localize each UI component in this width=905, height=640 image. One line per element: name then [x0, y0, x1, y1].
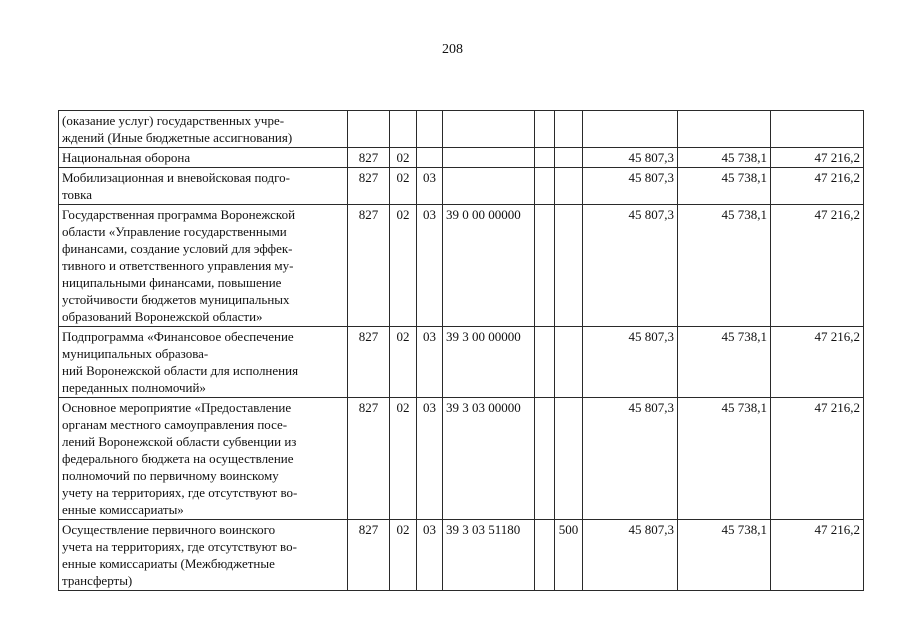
- target-article-cell: 39 0 00 00000: [443, 205, 535, 327]
- year1-amount-cell: 45 807,3: [583, 398, 678, 520]
- target-article-cell: [443, 148, 535, 168]
- table-row: [59, 168, 864, 205]
- subsection-cell: 03: [417, 398, 443, 520]
- expense-type-cell: [555, 327, 583, 398]
- expense-type-cell: [555, 168, 583, 205]
- year1-amount-cell: 45 807,3: [583, 205, 678, 327]
- table-row: [59, 398, 864, 520]
- year1-amount-cell: 45 807,3: [583, 327, 678, 398]
- subsection-cell: 03: [417, 168, 443, 205]
- year2-amount-cell: 45 738,1: [678, 327, 771, 398]
- expense-type-cell: [555, 205, 583, 327]
- grbs-cell: 827: [348, 398, 390, 520]
- row-name-cell: Осуществление первичного воинского учета на территориях, где отсутствуют во- енные комиссариаты (Межбюджетные трансферты): [59, 520, 348, 591]
- year1-amount-cell: 45 807,3: [583, 168, 678, 205]
- budget-table: [58, 110, 864, 591]
- empty-cell: [535, 327, 555, 398]
- year3-amount-cell: 47 216,2: [771, 205, 864, 327]
- table-row: [59, 111, 864, 148]
- grbs-cell: 827: [348, 205, 390, 327]
- subsection-cell: 03: [417, 205, 443, 327]
- row-name-cell: Мобилизационная и вневойсковая подго- товка: [59, 168, 348, 205]
- row-name-cell: Подпрограмма «Финансовое обеспечение муниципальных образова- ний Воронежской области для исполнения переданных полномочий»: [59, 327, 348, 398]
- table-row: [59, 520, 864, 591]
- year2-amount-cell: [678, 111, 771, 148]
- empty-cell: [535, 111, 555, 148]
- section-cell: 02: [390, 205, 417, 327]
- year3-amount-cell: 47 216,2: [771, 168, 864, 205]
- target-article-cell: [443, 111, 535, 148]
- year1-amount-cell: 45 807,3: [583, 520, 678, 591]
- expense-type-cell: [555, 148, 583, 168]
- year2-amount-cell: 45 738,1: [678, 398, 771, 520]
- table-row: [59, 327, 864, 398]
- page-number: 208: [442, 42, 463, 57]
- year3-amount-cell: 47 216,2: [771, 327, 864, 398]
- expense-type-cell: 500: [555, 520, 583, 591]
- year3-amount-cell: 47 216,2: [771, 520, 864, 591]
- target-article-cell: [443, 168, 535, 205]
- year1-amount-cell: 45 807,3: [583, 148, 678, 168]
- section-cell: [390, 111, 417, 148]
- year3-amount-cell: 47 216,2: [771, 398, 864, 520]
- empty-cell: [535, 398, 555, 520]
- row-name-cell: (оказание услуг) государственных учре- ждений (Иные бюджетные ассигнования): [59, 111, 348, 148]
- target-article-cell: 39 3 03 00000: [443, 398, 535, 520]
- expense-type-cell: [555, 111, 583, 148]
- row-name-cell: Национальная оборона: [59, 148, 348, 168]
- target-article-cell: 39 3 00 00000: [443, 327, 535, 398]
- section-cell: 02: [390, 327, 417, 398]
- grbs-cell: 827: [348, 520, 390, 591]
- empty-cell: [535, 148, 555, 168]
- subsection-cell: [417, 111, 443, 148]
- year2-amount-cell: 45 738,1: [678, 520, 771, 591]
- section-cell: 02: [390, 520, 417, 591]
- year2-amount-cell: 45 738,1: [678, 148, 771, 168]
- row-name-cell: Основное мероприятие «Предоставление органам местного самоуправления посе- лений Воронежской области субвенции из федерального бюджета на осуществление полномочий по первичному воинскому учету на территориях, где отсутствуют во- енные комиссариаты»: [59, 398, 348, 520]
- grbs-cell: 827: [348, 168, 390, 205]
- year3-amount-cell: 47 216,2: [771, 148, 864, 168]
- section-cell: 02: [390, 168, 417, 205]
- subsection-cell: 03: [417, 327, 443, 398]
- empty-cell: [535, 520, 555, 591]
- empty-cell: [535, 205, 555, 327]
- target-article-cell: 39 3 03 51180: [443, 520, 535, 591]
- empty-cell: [535, 168, 555, 205]
- year2-amount-cell: 45 738,1: [678, 168, 771, 205]
- section-cell: 02: [390, 398, 417, 520]
- year1-amount-cell: [583, 111, 678, 148]
- grbs-cell: [348, 111, 390, 148]
- grbs-cell: 827: [348, 327, 390, 398]
- subsection-cell: [417, 148, 443, 168]
- table-row: [59, 205, 864, 327]
- row-name-cell: Государственная программа Воронежской области «Управление государственными финансами, создание условий для эффек- тивного и ответственного управления му- ниципальными финансами, повышение устойчивости бюджетов муниципальных образований Воронежской области»: [59, 205, 348, 327]
- table-row: [59, 148, 864, 168]
- subsection-cell: 03: [417, 520, 443, 591]
- section-cell: 02: [390, 148, 417, 168]
- grbs-cell: 827: [348, 148, 390, 168]
- year2-amount-cell: 45 738,1: [678, 205, 771, 327]
- expense-type-cell: [555, 398, 583, 520]
- year3-amount-cell: [771, 111, 864, 148]
